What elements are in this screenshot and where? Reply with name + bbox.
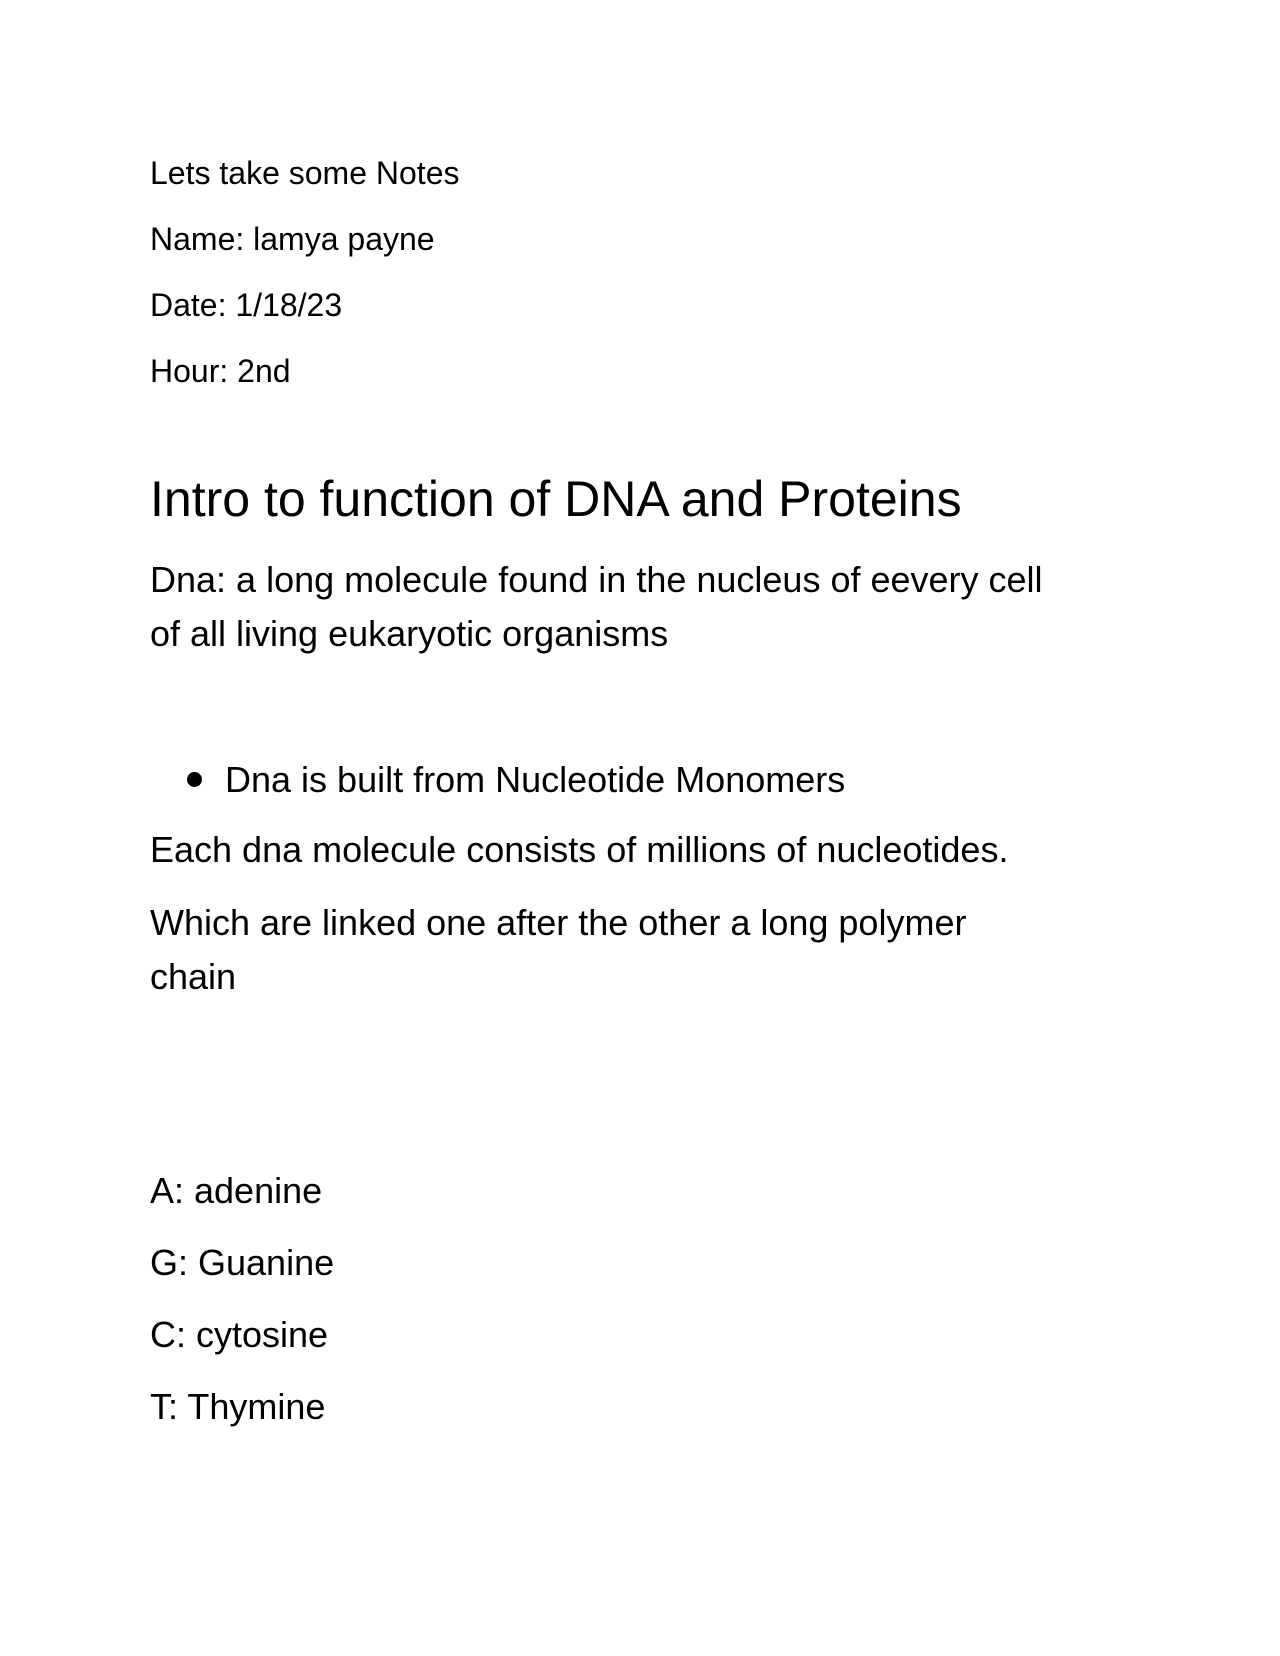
base-cytosine: C: cytosine bbox=[150, 1314, 329, 1355]
polymer-sentence-line-1: Which are linked one after the other a long polymer bbox=[150, 902, 967, 943]
dna-definition-line-1: Dna: a long molecule found in the nucleus of eevery cell bbox=[150, 559, 1043, 600]
hour-line: Hour: 2nd bbox=[150, 353, 291, 389]
page-heading: Intro to function of DNA and Proteins bbox=[150, 471, 962, 527]
bullet-dot-icon bbox=[187, 772, 202, 787]
name-line: Name: lamya payne bbox=[150, 221, 435, 257]
polymer-sentence-line-2: chain bbox=[150, 956, 237, 997]
nucleotides-sentence: Each dna molecule consists of millions of nucleotides. bbox=[150, 829, 1009, 870]
bullet-text: Dna is built from Nucleotide Monomers bbox=[225, 759, 846, 800]
base-thymine: T: Thymine bbox=[150, 1386, 326, 1427]
dna-definition-line-2: of all living eukaryotic organisms bbox=[150, 613, 669, 654]
base-guanine: G: Guanine bbox=[150, 1242, 335, 1283]
notes-title: Lets take some Notes bbox=[150, 155, 460, 191]
date-line: Date: 1/18/23 bbox=[150, 287, 343, 323]
base-adenine: A: adenine bbox=[150, 1170, 323, 1211]
